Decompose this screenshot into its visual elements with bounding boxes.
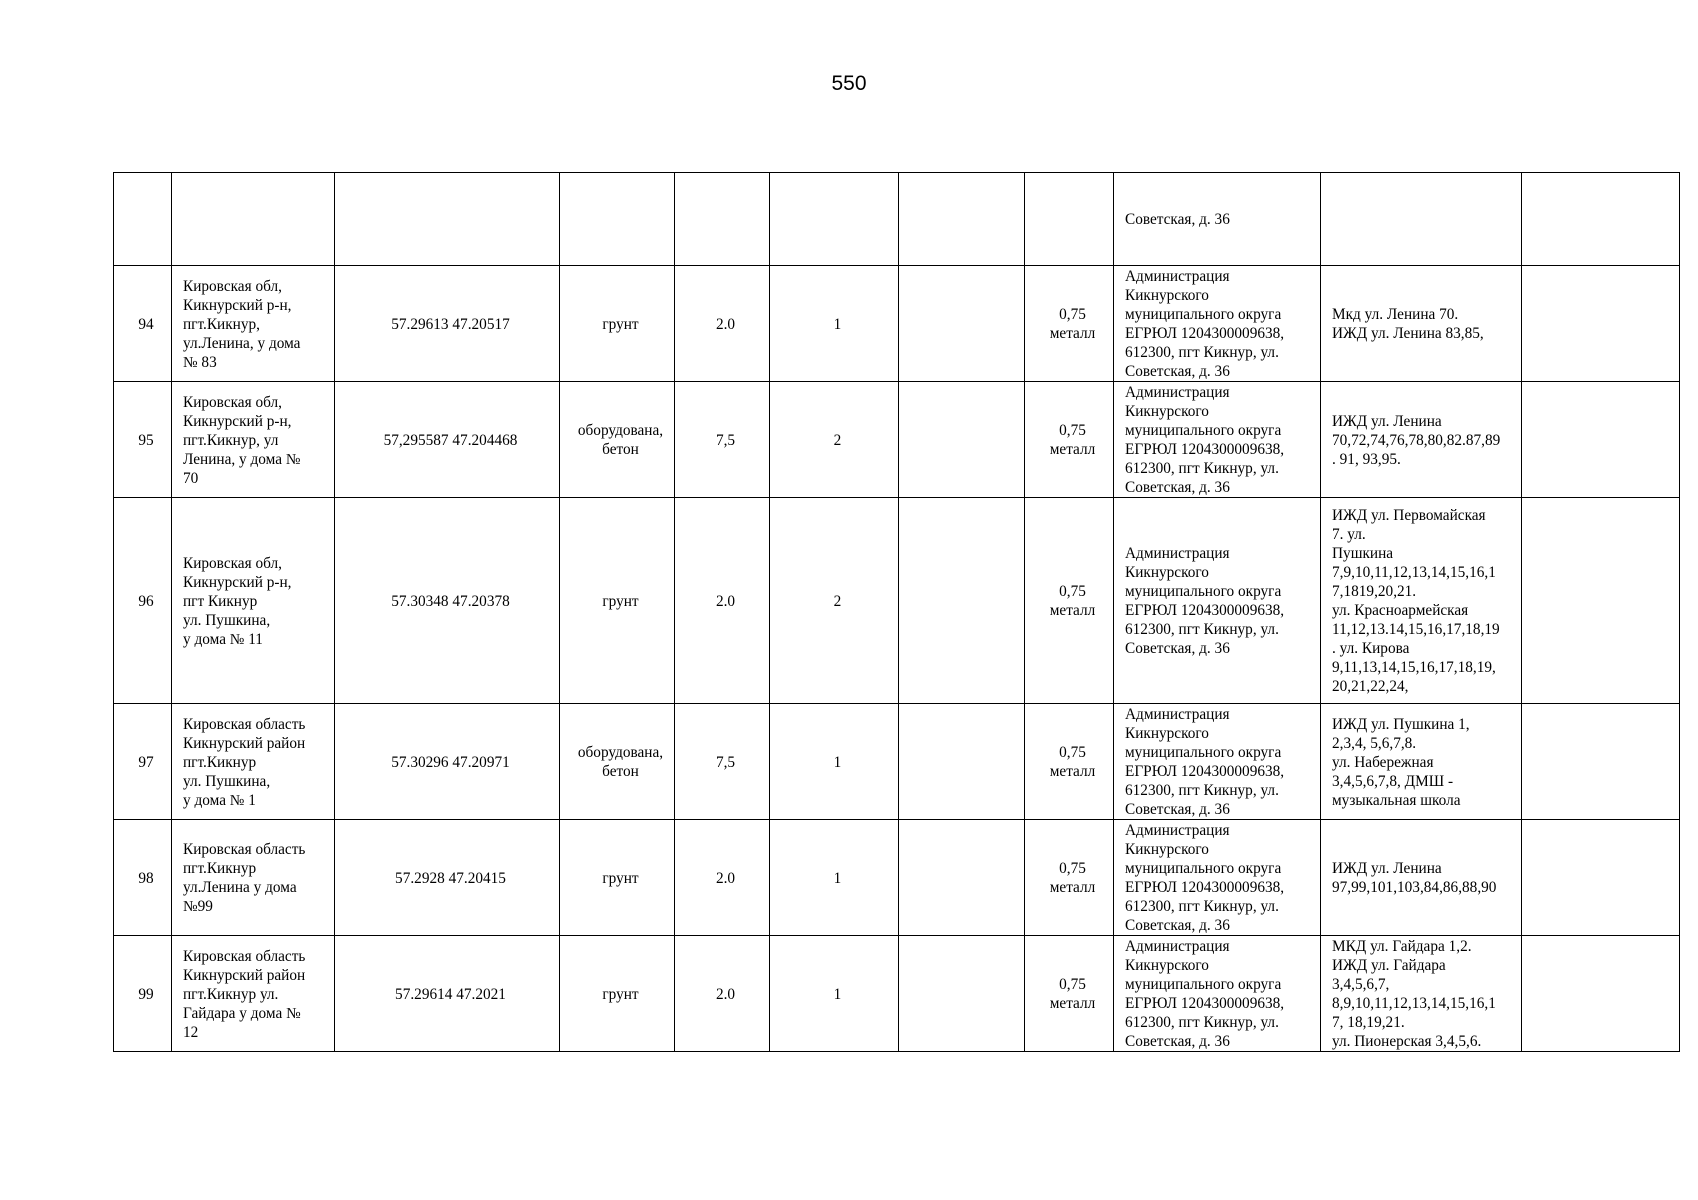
cell-surface: оборудована, бетон <box>560 704 675 820</box>
table-row <box>114 820 1680 936</box>
cell-empty <box>899 173 1025 266</box>
cell-owner: Администрация Кикнурского муниципального округа ЕГРЮЛ 1204300009638, 612300, пгт Кикнур, ул. Советская, д. 36 <box>1114 936 1321 1052</box>
cell-empty <box>899 266 1025 382</box>
cell-owner: Администрация Кикнурского муниципального округа ЕГРЮЛ 1204300009638, 612300, пгт Кикнур, ул. Советская, д. 36 <box>1114 820 1321 936</box>
cell-area: 2.0 <box>675 498 770 704</box>
cell-coords: 57.29613 47.20517 <box>335 266 560 382</box>
cell-count <box>770 173 899 266</box>
table-row <box>114 498 1680 704</box>
cell-num: 95 <box>114 382 172 498</box>
cell-surface: оборудована, бетон <box>560 382 675 498</box>
cell-owner: Администрация Кикнурского муниципального округа ЕГРЮЛ 1204300009638, 612300, пгт Кикнур, ул. Советская, д. 36 <box>1114 266 1321 382</box>
cell-surface: грунт <box>560 266 675 382</box>
cell-coords: 57.2928 47.20415 <box>335 820 560 936</box>
cell-num <box>114 173 172 266</box>
cell-owner: Советская, д. 36 <box>1114 173 1321 266</box>
cell-container <box>1025 173 1114 266</box>
cell-container: 0,75 металл <box>1025 936 1114 1052</box>
cell-owner: Администрация Кикнурского муниципального округа ЕГРЮЛ 1204300009638, 612300, пгт Кикнур, ул. Советская, д. 36 <box>1114 498 1321 704</box>
cell-address <box>172 173 335 266</box>
cell-empty <box>899 704 1025 820</box>
cell-notes <box>1522 266 1680 382</box>
cell-notes <box>1522 498 1680 704</box>
cell-container: 0,75 металл <box>1025 382 1114 498</box>
cell-sources <box>1321 173 1522 266</box>
cell-owner: Администрация Кикнурского муниципального округа ЕГРЮЛ 1204300009638, 612300, пгт Кикнур, ул. Советская, д. 36 <box>1114 704 1321 820</box>
cell-coords: 57,295587 47.204468 <box>335 382 560 498</box>
cell-empty <box>899 936 1025 1052</box>
cell-area: 2.0 <box>675 820 770 936</box>
cell-num: 94 <box>114 266 172 382</box>
cell-notes <box>1522 173 1680 266</box>
cell-area: 2.0 <box>675 266 770 382</box>
cell-sources: ИЖД ул. Первомайская 7. ул. Пушкина 7,9,10,11,12,13,14,15,16,1 7,1819,20,21. ул. Красноармейская 11,12,13.14,15,16,17,18,19 . ул. Кирова 9,11,13,14,15,16,17,18,19, 20,21,22,24, <box>1321 498 1522 704</box>
cell-area <box>675 173 770 266</box>
table-row <box>114 936 1680 1052</box>
cell-num: 98 <box>114 820 172 936</box>
cell-owner: Администрация Кикнурского муниципального округа ЕГРЮЛ 1204300009638, 612300, пгт Кикнур, ул. Советская, д. 36 <box>1114 382 1321 498</box>
cell-sources: ИЖД ул. Пушкина 1, 2,3,4, 5,6,7,8. ул. Набережная 3,4,5,6,7,8, ДМШ - музыкальная школа <box>1321 704 1522 820</box>
cell-address: Кировская область пгт.Кикнур ул.Ленина у дома №99 <box>172 820 335 936</box>
cell-surface: грунт <box>560 498 675 704</box>
cell-count: 1 <box>770 704 899 820</box>
cell-empty <box>899 382 1025 498</box>
cell-area: 7,5 <box>675 704 770 820</box>
cell-num: 99 <box>114 936 172 1052</box>
cell-sources: Мкд ул. Ленина 70. ИЖД ул. Ленина 83,85, <box>1321 266 1522 382</box>
cell-count: 1 <box>770 936 899 1052</box>
page-number: 550 <box>831 72 867 95</box>
table-row <box>114 382 1680 498</box>
cell-notes <box>1522 936 1680 1052</box>
cell-empty <box>899 498 1025 704</box>
cell-surface: грунт <box>560 936 675 1052</box>
cell-count: 2 <box>770 382 899 498</box>
cell-count: 1 <box>770 266 899 382</box>
cell-address: Кировская область Кикнурский район пгт.Кикнур ул. Гайдара у дома № 12 <box>172 936 335 1052</box>
cell-num: 97 <box>114 704 172 820</box>
cell-address: Кировская обл, Кикнурский р-н, пгт.Кикнур, ул Ленина, у дома № 70 <box>172 382 335 498</box>
cell-address: Кировская обл, Кикнурский р-н, пгт.Кикнур, ул.Ленина, у дома № 83 <box>172 266 335 382</box>
cell-address: Кировская обл, Кикнурский р-н, пгт Кикнур ул. Пушкина, у дома № 11 <box>172 498 335 704</box>
cell-empty <box>899 820 1025 936</box>
cell-notes <box>1522 382 1680 498</box>
cell-num: 96 <box>114 498 172 704</box>
cell-count: 2 <box>770 498 899 704</box>
cell-coords: 57.30296 47.20971 <box>335 704 560 820</box>
cell-coords <box>335 173 560 266</box>
table-row <box>114 704 1680 820</box>
cell-sources: ИЖД ул. Ленина 97,99,101,103,84,86,88,90 <box>1321 820 1522 936</box>
cell-container: 0,75 металл <box>1025 704 1114 820</box>
cell-surface: грунт <box>560 820 675 936</box>
cell-coords: 57.30348 47.20378 <box>335 498 560 704</box>
cell-coords: 57.29614 47.2021 <box>335 936 560 1052</box>
cell-area: 2.0 <box>675 936 770 1052</box>
table-row-continuation <box>114 173 1680 266</box>
container-sites-table <box>113 172 1680 1052</box>
cell-area: 7,5 <box>675 382 770 498</box>
cell-container: 0,75 металл <box>1025 498 1114 704</box>
table-row <box>114 266 1680 382</box>
cell-notes <box>1522 820 1680 936</box>
cell-sources: МКД ул. Гайдара 1,2. ИЖД ул. Гайдара 3,4,5,6,7, 8,9,10,11,12,13,14,15,16,1 7, 18,19,21. ул. Пионерская 3,4,5,6. <box>1321 936 1522 1052</box>
cell-surface <box>560 173 675 266</box>
cell-address: Кировская область Кикнурский район пгт.Кикнур ул. Пушкина, у дома № 1 <box>172 704 335 820</box>
cell-container: 0,75 металл <box>1025 820 1114 936</box>
cell-container: 0,75 металл <box>1025 266 1114 382</box>
cell-notes <box>1522 704 1680 820</box>
cell-count: 1 <box>770 820 899 936</box>
cell-sources: ИЖД ул. Ленина 70,72,74,76,78,80,82.87,89 . 91, 93,95. <box>1321 382 1522 498</box>
